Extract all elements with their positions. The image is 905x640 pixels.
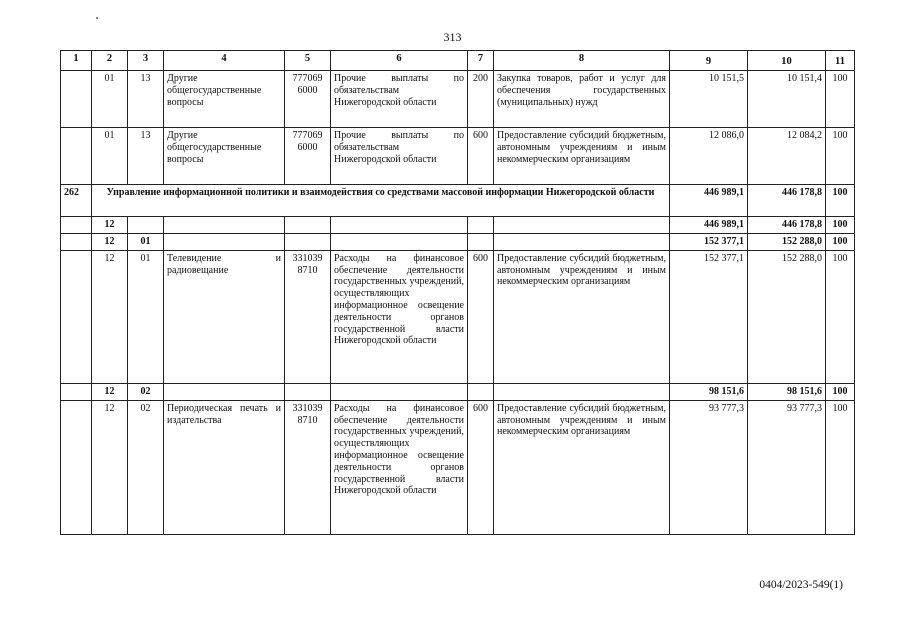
cell-c10: 152 288,0 [748,233,826,250]
table-row [61,71,855,128]
cell-c9: 446 989,1 [670,185,748,217]
cell-c10: 152 288,0 [748,250,826,383]
cell-c9: 10 151,5 [670,71,748,128]
cell-c8: Закупка товаров, работ и услуг для обеспечения государственных (муниципальных) нужд [494,71,670,128]
subsection-row [61,383,855,400]
cell-c9: 12 086,0 [670,128,748,185]
cell-c7: 200 [468,71,494,128]
cell-c8: Предоставление субсидий бюджетным, автономным учреждениям и иным некоммерческим организациям [494,250,670,383]
cell-c8: Предоставление субсидий бюджетным, автономным учреждениям и иным некоммерческим организациям [494,128,670,185]
cell-c7: 600 [468,128,494,185]
cell-c7: 600 [468,250,494,383]
cell-c9: 152 377,1 [670,250,748,383]
budget-table [60,50,855,535]
cell-c3: 02 [128,400,164,534]
cell-c9: 93 777,3 [670,400,748,534]
cell-c6: Расходы на финансовое обеспечение деятельности государственных учреждений, осуществляющих информационное освещение деятельности органов государственной власти Нижегородской области [331,400,468,534]
scan-speck [96,17,98,19]
cell-c3: 13 [128,128,164,185]
header-cell: 4 [164,51,285,71]
cell-c11: 100 [826,250,855,383]
cell-c9: 152 377,1 [670,233,748,250]
cell-c11: 100 [826,400,855,534]
department-row [61,185,855,217]
cell-c6: Расходы на финансовое обеспечение деятельности государственных учреждений, осуществляющих информационное освещение деятельности органов государственной власти Нижегородской области [331,250,468,383]
cell-c7: 600 [468,400,494,534]
cell-c4: Периодическая печать и издательства [164,400,285,534]
cell-c4: Другие общегосударственные вопросы [164,128,285,185]
cell-c10: 93 777,3 [748,400,826,534]
cell-c10: 446 178,8 [748,185,826,217]
cell-c5: 777069 6000 [285,71,331,128]
cell-c10: 98 151,6 [748,383,826,400]
department-code: 262 [61,185,92,217]
subsection-row [61,233,855,250]
cell-c11: 100 [826,71,855,128]
header-cell: 1 [61,51,92,71]
cell-c5: 331039 8710 [285,400,331,534]
cell-c11: 100 [826,217,855,234]
cell-c11: 100 [826,185,855,217]
cell-c10: 10 151,4 [748,71,826,128]
table-row [61,250,855,383]
header-cell: 3 [128,51,164,71]
header-cell: 6 [331,51,468,71]
cell-c9: 446 989,1 [670,217,748,234]
section-row [61,217,855,234]
cell-c1 [61,128,92,185]
cell-c10: 12 084,2 [748,128,826,185]
cell-c1 [61,400,92,534]
cell-c2: 12 [92,383,128,400]
cell-c2: 12 [92,233,128,250]
cell-c5: 777069 6000 [285,128,331,185]
document-code: 0404/2023-549(1) [759,579,843,591]
table-header-row [61,51,855,71]
cell-c1 [61,71,92,128]
cell-c3: 02 [128,383,164,400]
cell-c11: 100 [826,383,855,400]
header-cell: 5 [285,51,331,71]
cell-c2: 01 [92,128,128,185]
table-row [61,400,855,534]
page-number: 313 [443,30,462,44]
header-cell: 8 [494,51,670,71]
cell-c2: 12 [92,400,128,534]
cell-c3: 01 [128,233,164,250]
cell-c3: 01 [128,250,164,383]
cell-c6: Прочие выплаты по обязательствам Нижегородской области [331,71,468,128]
cell-c6: Прочие выплаты по обязательствам Нижегородской области [331,128,468,185]
cell-c8: Предоставление субсидий бюджетным, автономным учреждениям и иным некоммерческим организациям [494,400,670,534]
cell-c10: 446 178,8 [748,217,826,234]
cell-c1 [61,250,92,383]
header-cell: 10 [748,51,826,71]
cell-c4: Телевидение и радиовещание [164,250,285,383]
department-title: Управление информационной политики и взаимодействия со средствами массовой информации Нижегородской области [92,185,670,217]
cell-c2: 12 [92,217,128,234]
cell-c5: 331039 8710 [285,250,331,383]
header-cell: 7 [468,51,494,71]
header-cell: 2 [92,51,128,71]
header-cell: 9 [670,51,748,71]
cell-c4: Другие общегосударственные вопросы [164,71,285,128]
table-row [61,128,855,185]
cell-c9: 98 151,6 [670,383,748,400]
cell-c11: 100 [826,233,855,250]
header-cell: 11 [826,51,855,71]
cell-c11: 100 [826,128,855,185]
cell-c2: 01 [92,71,128,128]
cell-c3: 13 [128,71,164,128]
cell-c2: 12 [92,250,128,383]
